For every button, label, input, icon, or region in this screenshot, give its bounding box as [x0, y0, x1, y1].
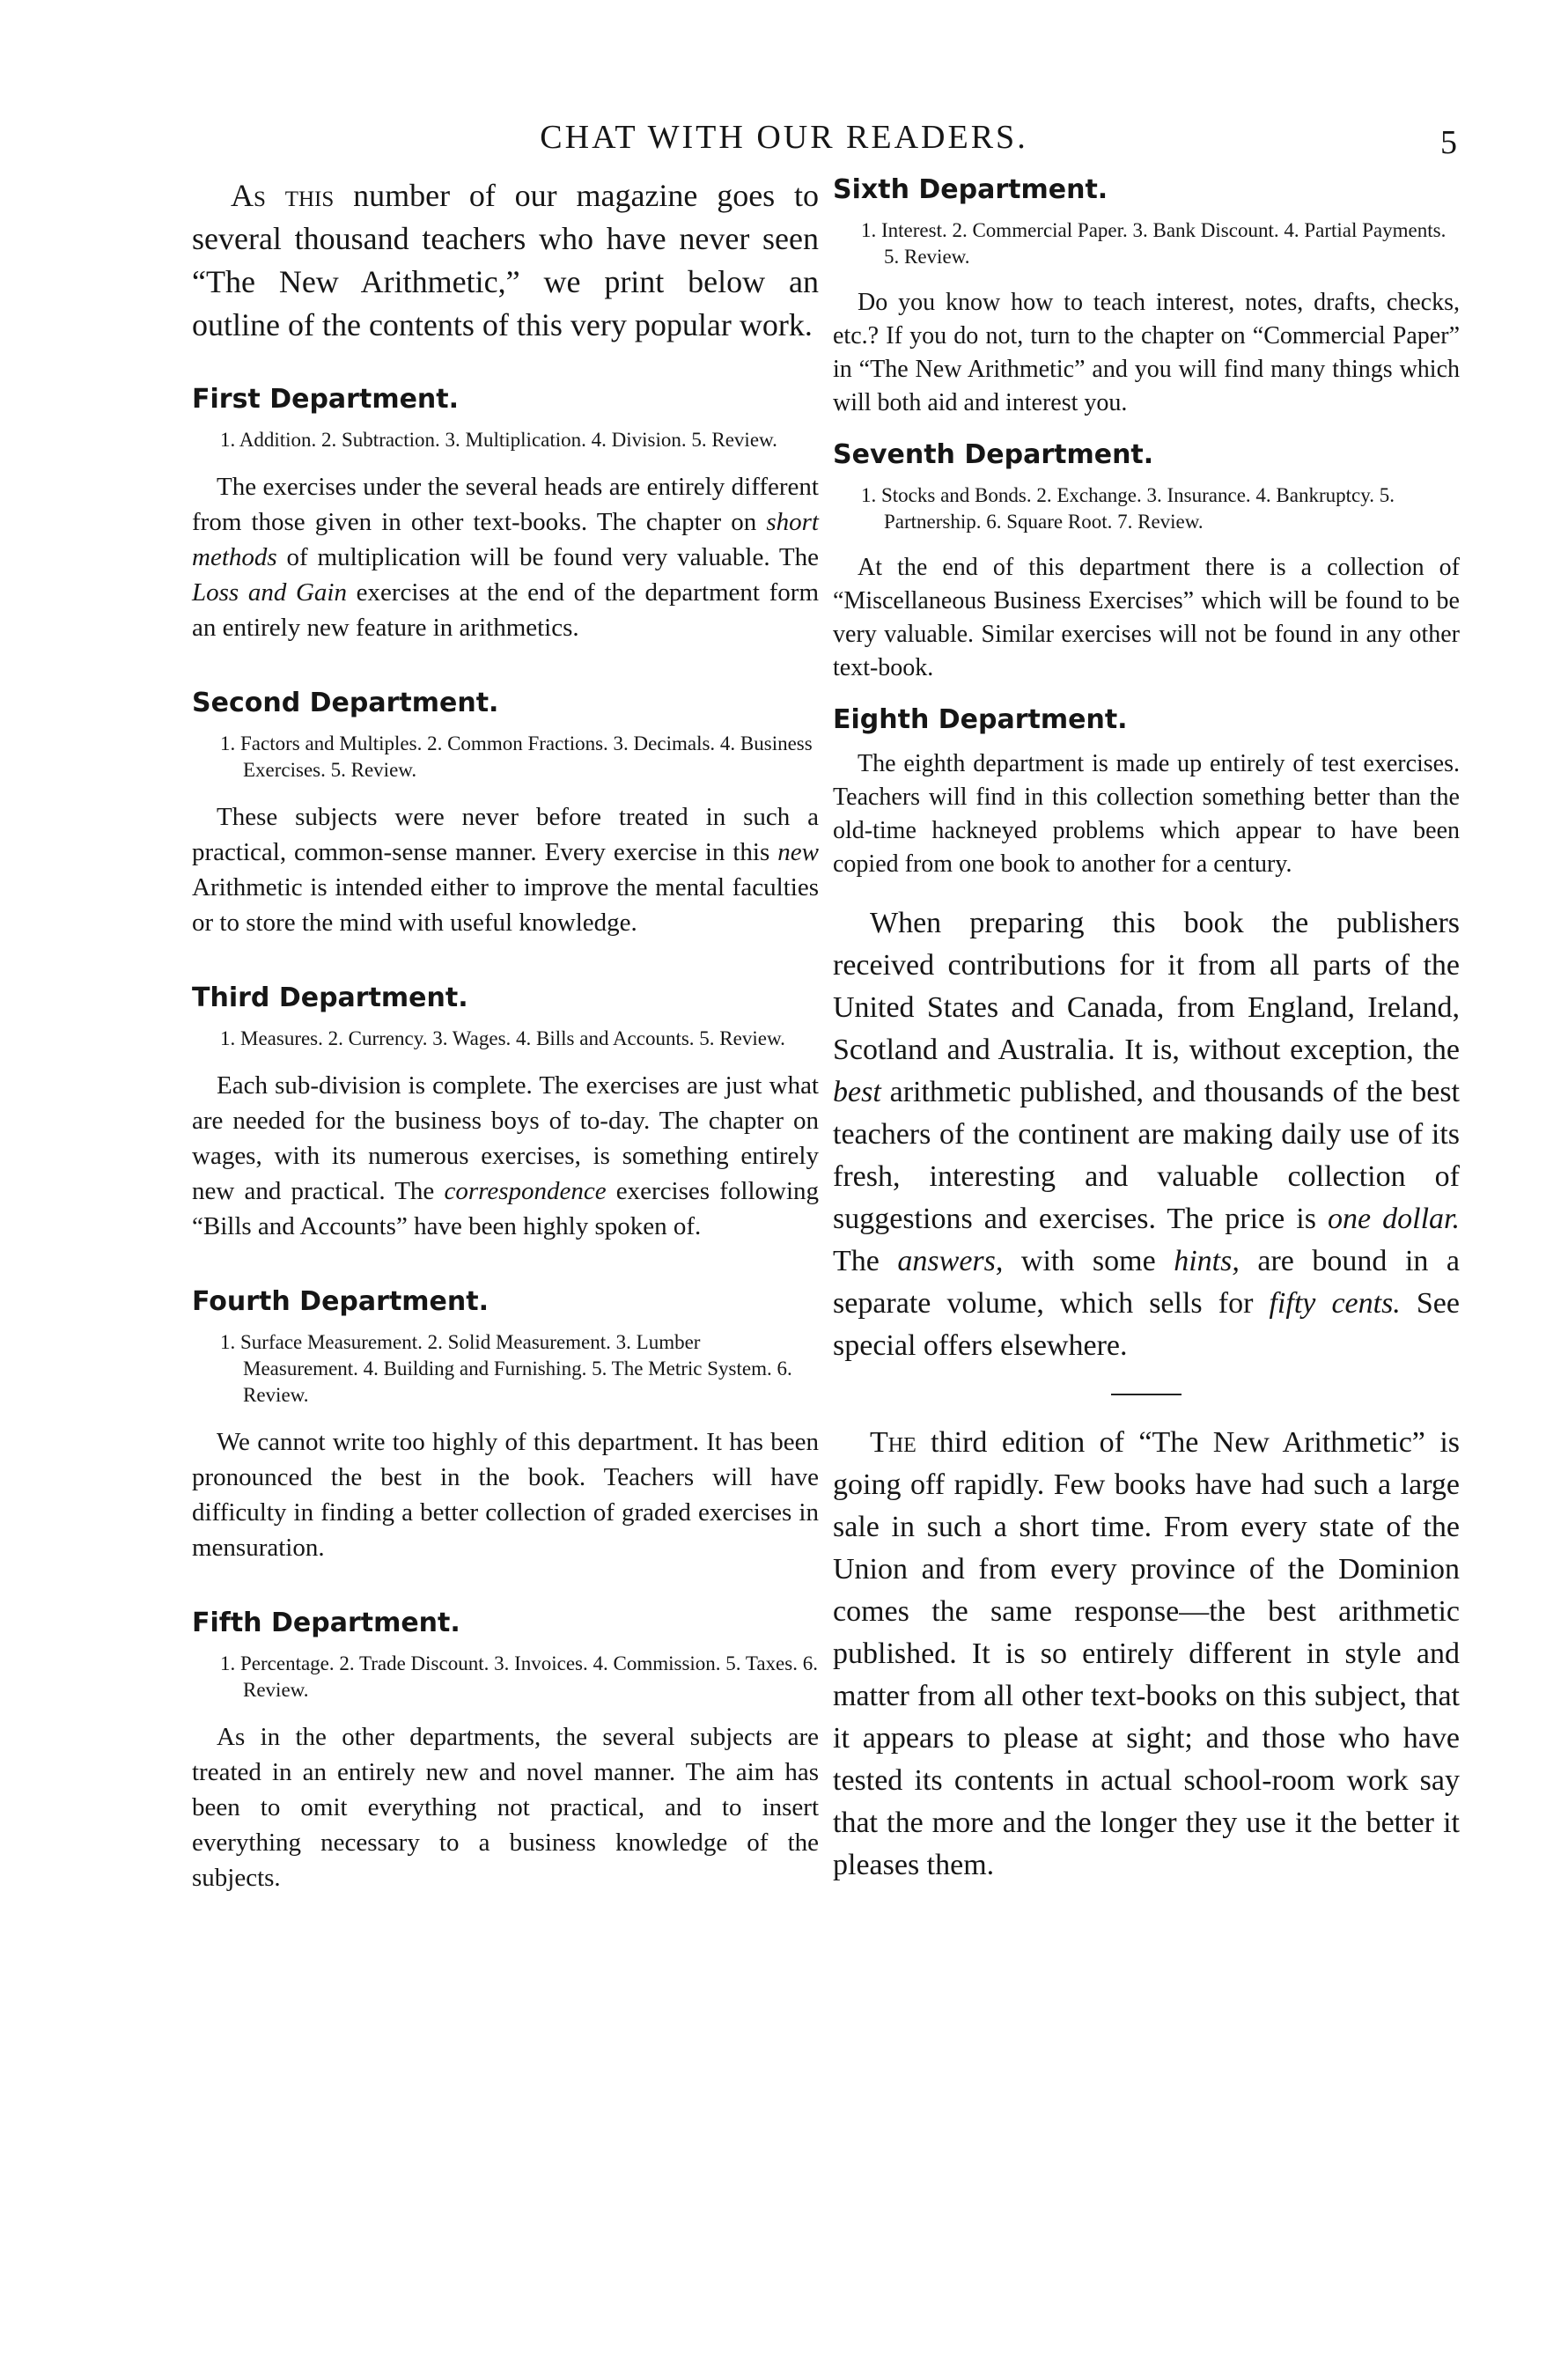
department-heading: Fourth Department.	[192, 1286, 489, 1317]
department-topics: 1. Surface Measurement. 2. Solid Measurement. 3. Lumber Measurement. 4. Building and Furnishing. 5. The Metric System. 6. Review.	[220, 1331, 792, 1406]
department-second	[192, 688, 819, 940]
text-run: The	[833, 1245, 898, 1277]
department-heading: Seventh Department.	[833, 439, 1154, 470]
text-run: exercises following “Bills and Accounts” have been highly spoken of.	[192, 1177, 819, 1240]
edition-lead: The	[870, 1426, 917, 1459]
italic-run: new	[777, 838, 819, 866]
department-topics: 1. Interest. 2. Commercial Paper. 3. Bank Discount. 4. Partial Payments. 5. Review.	[861, 219, 1447, 268]
department-description: Do you know how to teach interest, notes, drafts, checks, etc.? If you do not, turn to the chapter on “Commercial Paper” in “The New Arithmetic” and you will find many things which will both aid and interest you.	[833, 289, 1460, 416]
department-heading: Second Department.	[192, 688, 499, 718]
italic-run: Loss and Gain	[192, 578, 347, 607]
italic-run: short methods	[192, 508, 819, 571]
department-first	[192, 384, 819, 645]
department-description: We cannot write too highly of this department. It has been pronounced the best in the book. Teachers will have difficulty in finding a better collection of graded exercises in mensuration.	[192, 1428, 819, 1562]
department-description	[192, 1068, 819, 1244]
text-run: Arithmetic is intended either to improve the mental faculties or to store the mind with useful knowledge.	[192, 873, 819, 937]
department-description	[192, 799, 819, 940]
italic-run: answers,	[897, 1245, 1004, 1277]
intro-text: number of our magazine goes to several thousand teachers who have never seen “The New Arithmetic,” we print below an outline of the contents of this very popular work.	[192, 178, 819, 342]
text-run: of multiplication will be found very valuable. The	[276, 543, 819, 571]
edition-note	[833, 1422, 1460, 1887]
text-run: When preparing this book the publishers received contributions for it from all parts of the United States and Canada, from England, Ireland, Scotland and Australia. It is, without exception, the	[833, 907, 1460, 1066]
text-run: See special offers elsewhere.	[833, 1287, 1460, 1362]
intro-lead: As this	[231, 178, 335, 213]
department-fifth	[192, 1608, 819, 1895]
text-run: The exercises under the several heads are entirely different from those given in other text-books. The chapter on	[192, 473, 819, 536]
department-topics: 1. Factors and Multiples. 2. Common Fractions. 3. Decimals. 4. Business Exercises. 5. Review.	[220, 732, 813, 781]
department-topics: 1. Addition. 2. Subtraction. 3. Multiplication. 4. Division. 5. Review.	[220, 429, 777, 451]
italic-run: best	[833, 1076, 881, 1108]
text-run: These subjects were never before treated in such a practical, common-sense manner. Every exercise in this	[192, 803, 819, 866]
department-sixth	[833, 174, 1460, 420]
page-number: 5	[1440, 124, 1457, 161]
department-third	[192, 982, 819, 1244]
italic-run: correspondence	[444, 1177, 607, 1205]
department-fourth	[192, 1286, 819, 1565]
department-topics: 1. Stocks and Bonds. 2. Exchange. 3. Insurance. 4. Bankruptcy. 5. Partnership. 6. Square Root. 7. Review.	[861, 484, 1395, 533]
section-divider	[1111, 1394, 1182, 1395]
left-column	[192, 174, 819, 1938]
intro-paragraph	[192, 174, 819, 347]
text-run: arithmetic published, and thousands of the best teachers of the continent are making daily use of its fresh, interesting and valuable collection of suggestions and exercises. The price is	[833, 1076, 1460, 1235]
italic-run: hints,	[1174, 1245, 1240, 1277]
department-heading: Fifth Department.	[192, 1608, 460, 1638]
department-heading: Eighth Department.	[833, 704, 1128, 735]
department-seventh	[833, 439, 1460, 685]
department-description: At the end of this department there is a collection of “Miscellaneous Business Exercises” which will be found to be very valuable. Similar exercises will not be found in any other text-book.	[833, 554, 1460, 681]
department-heading: Third Department.	[192, 982, 468, 1013]
department-description: As in the other departments, the several subjects are treated in an entirely new and novel manner. The aim has been to omit everything not practical, and to insert everything necessary to a business knowledge of the subjects.	[192, 1723, 819, 1892]
text-run: with some	[1003, 1245, 1174, 1277]
department-eighth	[833, 704, 1460, 881]
department-description: The eighth department is made up entirely of test exercises. Teachers will find in this collection something better than the old-time hackneyed problems which appear to have been copied from one book to another for a century.	[833, 750, 1460, 878]
text-run: Each sub-division is complete. The exercises are just what are needed for the business boys of to-day. The chapter on wages, with its numerous exercises, is something entirely new and practical. The	[192, 1071, 819, 1205]
department-description	[192, 469, 819, 645]
italic-run: fifty cents.	[1269, 1287, 1401, 1320]
text-run: are bound in a separate volume, which sells for	[833, 1245, 1461, 1320]
department-topics: 1. Measures. 2. Currency. 3. Wages. 4. Bills and Accounts. 5. Review.	[220, 1027, 785, 1049]
right-column	[833, 174, 1460, 1887]
edition-text: third edition of “The New Arithmetic” is going off rapidly. Few books have had such a large sale in such a short time. From every state of the Union and from every province of the Dominion comes the same response—the best arithmetic published. It is so entirely different in style and matter from all other text-books on this subject, that it appears to please at sight; and those who have tested its contents in actual school-room work say that the more and the longer they use it the better it pleases them.	[833, 1426, 1460, 1881]
department-heading: Sixth Department.	[833, 174, 1108, 205]
publishers-note	[833, 902, 1460, 1367]
department-heading: First Department.	[192, 384, 460, 415]
text-run: exercises at the end of the department form an entirely new feature in arithmetics.	[192, 578, 819, 642]
italic-run: one dollar.	[1328, 1203, 1460, 1235]
running-title: CHAT WITH OUR READERS.	[540, 119, 1028, 156]
department-topics: 1. Percentage. 2. Trade Discount. 3. Invoices. 4. Commission. 5. Taxes. 6. Review.	[220, 1652, 818, 1701]
